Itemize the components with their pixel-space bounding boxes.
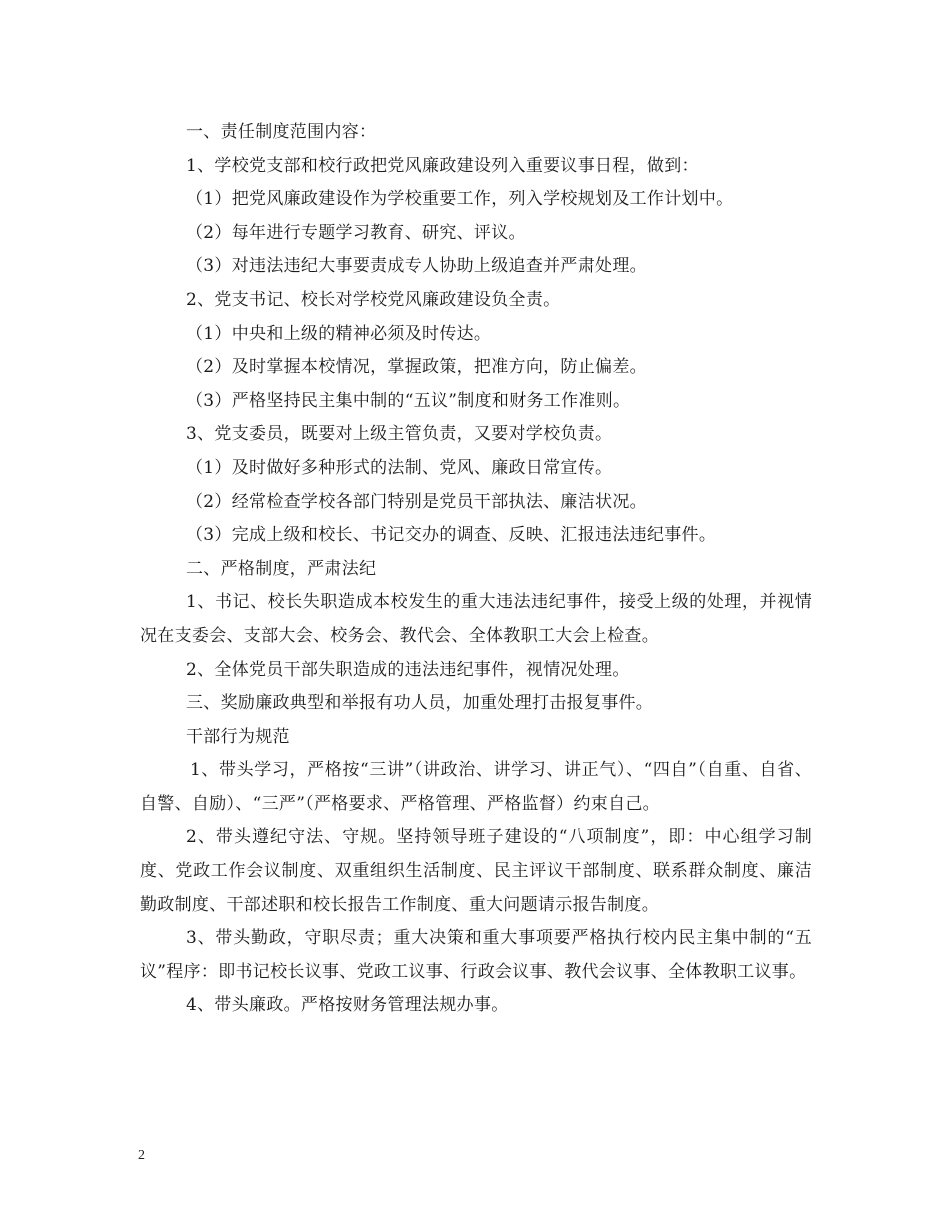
list-item: （2）每年进行专题学习教育、研究、评议。 xyxy=(186,222,526,243)
list-item: （2）经常检查学校各部门特别是党员干部执法、廉洁状况。 xyxy=(186,491,647,512)
section-heading-conduct: 干部行为规范 xyxy=(186,726,290,747)
paragraph: 1、书记、校长失职造成本校发生的重大违法违纪事件，接受上级的处理，并视情况在支委会、支部大会、校务会、教代会、全体教职工大会上检查。 xyxy=(140,592,812,646)
list-item: （3）严格坚持民主集中制的“五议”制度和财务工作准则。 xyxy=(186,390,631,411)
list-item: （3）对违法违纪大事要责成专人协助上级追查并严肃处理。 xyxy=(186,256,647,277)
paragraph: 3、带头勤政，守职尽责；重大决策和重大事项要严格执行校内民主集中制的“五议”程序：即书记校长议事、党政工议事、行政会议事、教代会议事、全体教职工议事。 xyxy=(140,928,812,982)
section-heading-2: 二、严格制度，严肃法纪 xyxy=(186,558,377,579)
paragraph: 1、学校党支部和校行政把党风廉政建设列入重要议事日程，做到： xyxy=(186,155,699,176)
paragraph: 2、带头遵纪守法、守规。坚持领导班子建设的“八项制度”，即：中心组学习制度、党政工作会议制度、双重组织生活制度、民主评议干部制度、联系群众制度、廉洁勤政制度、干部述职和校长报告工作制度、重大问题请示报告制度。 xyxy=(140,827,812,915)
paragraph: 2、全体党员干部失职造成的违法违纪事件，视情况处理。 xyxy=(186,659,630,680)
list-item: （2）及时掌握本校情况，掌握政策，把准方向，防止偏差。 xyxy=(186,357,647,378)
paragraph: 3、党支委员，既要对上级主管负责，又要对学校负责。 xyxy=(186,424,613,445)
paragraph: 2、党支书记、校长对学校党风廉政建设负全责。 xyxy=(186,289,561,310)
paragraph: 1、带头学习，严格按“三讲”（讲政治、讲学习、讲正气）、“四自”（自重、自省、自警、自励）、“三严”（严格要求、严格管理、严格监督）约束自己。 xyxy=(140,760,812,814)
list-item: （1）及时做好多种形式的法制、党风、廉政日常宣传。 xyxy=(186,457,613,478)
document-body xyxy=(140,116,812,1023)
page-number: 2 xyxy=(138,1148,145,1163)
section-heading-1: 一、责任制度范围内容： xyxy=(186,122,377,142)
list-item: （1）中央和上级的精神必须及时传达。 xyxy=(186,323,492,344)
list-item: （1）把党风廉政建设作为学校重要工作，列入学校规划及工作计划中。 xyxy=(186,189,734,210)
section-heading-3: 三、奖励廉政典型和举报有功人员，加重处理打击报复事件。 xyxy=(186,693,654,714)
paragraph: 4、带头廉政。严格按财务管理法规办事。 xyxy=(186,995,509,1016)
list-item: （3）完成上级和校长、书记交办的调查、反映、汇报违法违纪事件。 xyxy=(186,525,717,546)
